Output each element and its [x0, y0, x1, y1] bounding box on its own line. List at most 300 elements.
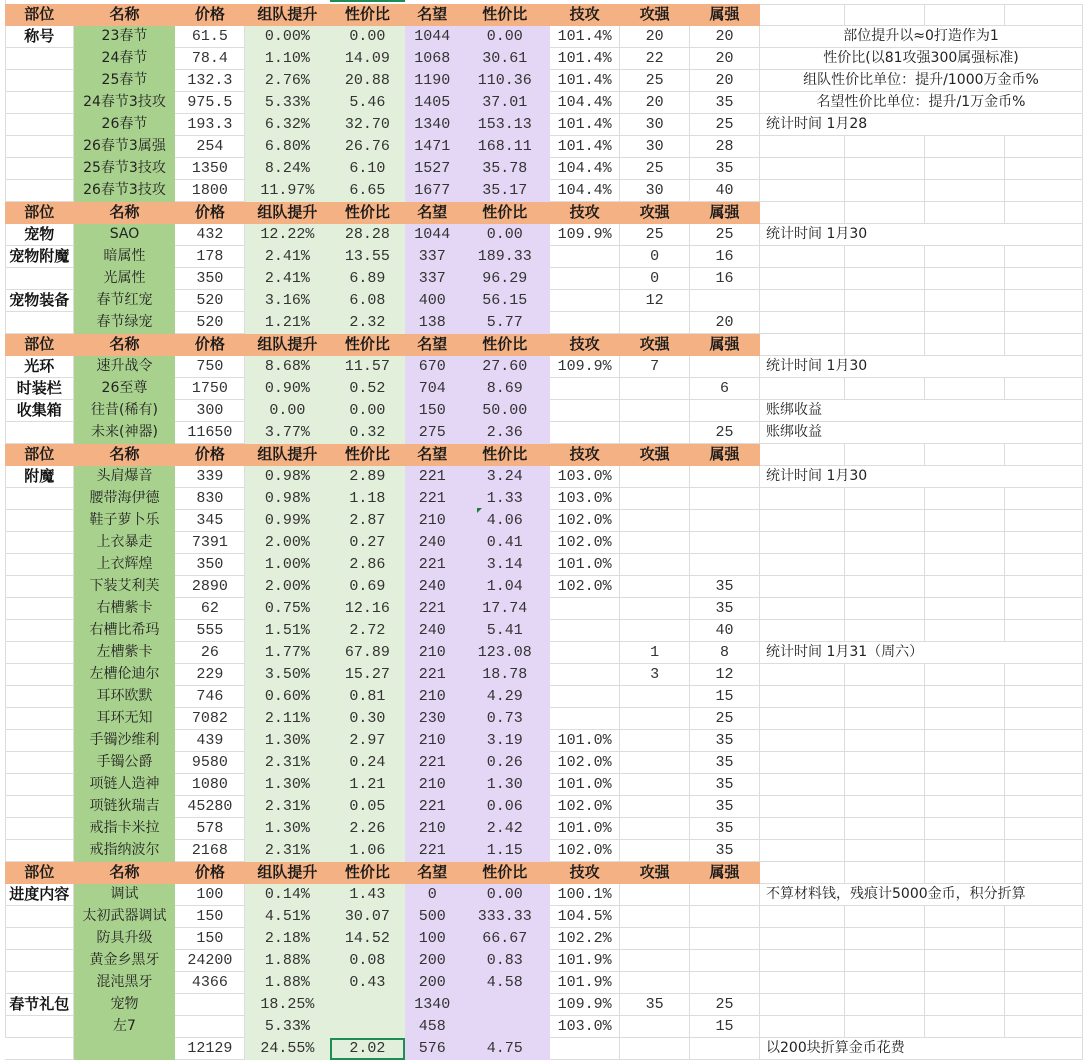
header-team-boost[interactable]: 组队提升 — [245, 862, 330, 884]
atk-str-cell[interactable]: 3 — [620, 664, 690, 686]
skill-atk-cell[interactable]: 102.2% — [550, 928, 620, 950]
price-cell[interactable]: 229 — [175, 664, 245, 686]
fame-cell[interactable]: 240 — [405, 620, 460, 642]
note-cell[interactable]: 统计时间 1月30 — [760, 466, 1083, 488]
skill-atk-cell[interactable]: 102.0% — [550, 510, 620, 532]
team-boost-cell[interactable]: 2.18% — [245, 928, 330, 950]
category-cell[interactable] — [5, 312, 74, 334]
team-boost-cell[interactable]: 5.33% — [245, 92, 330, 114]
skill-atk-cell[interactable] — [550, 400, 620, 422]
category-cell[interactable] — [5, 642, 74, 664]
note-cell[interactable]: 统计时间 1月30 — [760, 356, 1083, 378]
empty-cell[interactable] — [844, 4, 924, 26]
team-boost-cell[interactable]: 2.76% — [245, 70, 330, 92]
team-value-cell[interactable]: 0.05 — [330, 796, 405, 818]
empty-cell[interactable] — [760, 202, 845, 224]
atk-str-cell[interactable]: 0 — [620, 268, 690, 290]
empty-cell[interactable] — [760, 708, 845, 730]
header-part[interactable]: 部位 — [5, 334, 74, 356]
empty-cell[interactable] — [844, 510, 924, 532]
empty-cell[interactable] — [844, 1016, 924, 1038]
team-boost-cell[interactable]: 6.32% — [245, 114, 330, 136]
price-cell[interactable]: 350 — [175, 268, 245, 290]
price-cell[interactable]: 830 — [175, 488, 245, 510]
empty-cell[interactable] — [844, 576, 924, 598]
empty-cell[interactable] — [1004, 664, 1082, 686]
empty-cell[interactable] — [1004, 488, 1082, 510]
team-value-cell[interactable]: 15.27 — [330, 664, 405, 686]
elem-str-cell[interactable] — [690, 356, 760, 378]
team-boost-cell[interactable]: 0.99% — [245, 510, 330, 532]
empty-cell[interactable] — [924, 730, 1004, 752]
team-value-cell[interactable] — [330, 1016, 405, 1038]
fame-value-cell[interactable]: 4.06 — [460, 510, 550, 532]
empty-cell[interactable] — [760, 598, 845, 620]
team-value-cell[interactable]: 26.76 — [330, 136, 405, 158]
fame-value-cell[interactable]: 35.78 — [460, 158, 550, 180]
skill-atk-cell[interactable] — [550, 378, 620, 400]
category-cell[interactable] — [5, 664, 74, 686]
fame-cell[interactable]: 1405 — [405, 92, 460, 114]
price-cell[interactable]: 432 — [175, 224, 245, 246]
price-cell[interactable]: 24200 — [175, 950, 245, 972]
atk-str-cell[interactable] — [620, 884, 690, 906]
team-boost-cell[interactable]: 1.30% — [245, 818, 330, 840]
header-team-value[interactable]: 性价比 — [330, 862, 405, 884]
atk-str-cell[interactable]: 30 — [620, 136, 690, 158]
empty-cell[interactable] — [924, 818, 1004, 840]
category-cell[interactable]: 宠物附魔 — [5, 246, 74, 268]
category-cell[interactable] — [5, 906, 74, 928]
empty-cell[interactable] — [1004, 862, 1082, 884]
skill-atk-cell[interactable] — [550, 598, 620, 620]
team-value-cell[interactable]: 0.27 — [330, 532, 405, 554]
empty-cell[interactable] — [844, 158, 924, 180]
empty-cell[interactable] — [924, 950, 1004, 972]
team-boost-cell[interactable]: 2.00% — [245, 576, 330, 598]
skill-atk-cell[interactable]: 101.4% — [550, 114, 620, 136]
fame-value-cell[interactable] — [460, 994, 550, 1016]
header-part[interactable]: 部位 — [5, 444, 74, 466]
category-cell[interactable] — [5, 686, 74, 708]
price-cell[interactable]: 2168 — [175, 840, 245, 862]
skill-atk-cell[interactable] — [550, 686, 620, 708]
name-cell[interactable]: 25春节 — [74, 70, 175, 92]
elem-str-cell[interactable]: 28 — [690, 136, 760, 158]
elem-str-cell[interactable] — [690, 950, 760, 972]
category-cell[interactable]: 宠物 — [5, 224, 74, 246]
header-price[interactable]: 价格 — [175, 334, 245, 356]
empty-cell[interactable] — [924, 290, 1004, 312]
fame-value-cell[interactable]: 17.74 — [460, 598, 550, 620]
atk-str-cell[interactable]: 0 — [620, 246, 690, 268]
name-cell[interactable]: 上衣辉煌 — [74, 554, 175, 576]
team-boost-cell[interactable]: 0.98% — [245, 466, 330, 488]
empty-cell[interactable] — [760, 334, 845, 356]
header-fame[interactable]: 名望 — [405, 444, 460, 466]
team-value-cell[interactable]: 14.09 — [330, 48, 405, 70]
category-cell[interactable] — [5, 554, 74, 576]
name-cell[interactable]: 24春节3技攻 — [74, 92, 175, 114]
fame-cell[interactable]: 337 — [405, 246, 460, 268]
fame-value-cell[interactable]: 2.42 — [460, 818, 550, 840]
empty-cell[interactable] — [1004, 180, 1082, 202]
header-name[interactable]: 名称 — [74, 202, 175, 224]
name-cell[interactable]: 鞋子萝卜乐 — [74, 510, 175, 532]
header-team-boost[interactable]: 组队提升 — [245, 4, 330, 26]
header-atk-str[interactable]: 攻强 — [620, 4, 690, 26]
header-fame-value[interactable]: 性价比 — [460, 444, 550, 466]
fame-cell[interactable]: 200 — [405, 950, 460, 972]
elem-str-cell[interactable]: 35 — [690, 576, 760, 598]
header-name[interactable]: 名称 — [74, 862, 175, 884]
team-boost-cell[interactable]: 0.00% — [245, 26, 330, 48]
skill-atk-cell[interactable]: 101.4% — [550, 26, 620, 48]
fame-cell[interactable]: 221 — [405, 840, 460, 862]
header-name[interactable]: 名称 — [74, 4, 175, 26]
team-value-cell[interactable]: 67.89 — [330, 642, 405, 664]
fame-cell[interactable]: 337 — [405, 268, 460, 290]
empty-cell[interactable] — [1004, 444, 1082, 466]
elem-str-cell[interactable]: 25 — [690, 422, 760, 444]
category-cell[interactable]: 时装栏 — [5, 378, 74, 400]
header-fame[interactable]: 名望 — [405, 334, 460, 356]
team-boost-cell[interactable]: 1.10% — [245, 48, 330, 70]
fame-value-cell[interactable]: 1.04 — [460, 576, 550, 598]
fame-cell[interactable]: 0 — [405, 884, 460, 906]
fame-value-cell[interactable]: 189.33 — [460, 246, 550, 268]
empty-cell[interactable] — [924, 620, 1004, 642]
empty-cell[interactable] — [924, 268, 1004, 290]
fame-cell[interactable]: 275 — [405, 422, 460, 444]
name-cell[interactable]: 戒指纳波尔 — [74, 840, 175, 862]
elem-str-cell[interactable]: 35 — [690, 752, 760, 774]
fame-cell[interactable]: 240 — [405, 532, 460, 554]
empty-cell[interactable] — [844, 686, 924, 708]
fame-cell[interactable]: 1471 — [405, 136, 460, 158]
skill-atk-cell[interactable] — [550, 1038, 620, 1060]
empty-cell[interactable] — [844, 928, 924, 950]
empty-cell[interactable] — [1004, 510, 1082, 532]
team-boost-cell[interactable]: 0.00 — [245, 400, 330, 422]
team-boost-cell[interactable]: 0.60% — [245, 686, 330, 708]
fame-cell[interactable]: 221 — [405, 796, 460, 818]
team-value-cell[interactable]: 0.69 — [330, 576, 405, 598]
atk-str-cell[interactable] — [620, 466, 690, 488]
note-cell[interactable]: 统计时间 1月28 — [760, 114, 1083, 136]
price-cell[interactable]: 11650 — [175, 422, 245, 444]
name-cell[interactable]: 头肩爆音 — [74, 466, 175, 488]
atk-str-cell[interactable] — [620, 928, 690, 950]
team-value-cell[interactable]: 2.97 — [330, 730, 405, 752]
name-cell[interactable]: 光属性 — [74, 268, 175, 290]
name-cell[interactable]: 左7 — [74, 1016, 175, 1038]
price-cell[interactable]: 1080 — [175, 774, 245, 796]
team-value-cell[interactable]: 2.89 — [330, 466, 405, 488]
price-cell[interactable]: 61.5 — [175, 26, 245, 48]
price-cell[interactable]: 746 — [175, 686, 245, 708]
elem-str-cell[interactable]: 40 — [690, 620, 760, 642]
empty-cell[interactable] — [1004, 246, 1082, 268]
empty-cell[interactable] — [924, 158, 1004, 180]
fame-cell[interactable]: 1340 — [405, 114, 460, 136]
fame-cell[interactable]: 210 — [405, 642, 460, 664]
header-fame[interactable]: 名望 — [405, 4, 460, 26]
skill-atk-cell[interactable]: 102.0% — [550, 532, 620, 554]
skill-atk-cell[interactable]: 102.0% — [550, 752, 620, 774]
fame-cell[interactable]: 240 — [405, 576, 460, 598]
fame-cell[interactable]: 210 — [405, 510, 460, 532]
team-value-cell[interactable]: 2.72 — [330, 620, 405, 642]
name-cell[interactable]: 宠物 — [74, 994, 175, 1016]
fame-cell[interactable]: 1677 — [405, 180, 460, 202]
empty-cell[interactable] — [760, 268, 845, 290]
category-cell[interactable] — [5, 136, 74, 158]
name-cell[interactable]: 手镯沙维利 — [74, 730, 175, 752]
team-boost-cell[interactable]: 0.75% — [245, 598, 330, 620]
price-cell[interactable]: 132.3 — [175, 70, 245, 92]
team-boost-cell[interactable]: 18.25% — [245, 994, 330, 1016]
team-value-cell[interactable]: 2.32 — [330, 312, 405, 334]
header-name[interactable]: 名称 — [74, 444, 175, 466]
note-cell[interactable]: 名望性价比单位：提升/1万金币% — [760, 92, 1083, 114]
fame-value-cell[interactable]: 4.75 — [460, 1038, 550, 1060]
fame-cell[interactable]: 138 — [405, 312, 460, 334]
name-cell[interactable]: 混沌黑牙 — [74, 972, 175, 994]
empty-cell[interactable] — [1004, 290, 1082, 312]
category-cell[interactable] — [5, 1038, 74, 1060]
fame-cell[interactable]: 230 — [405, 708, 460, 730]
elem-str-cell[interactable]: 6 — [690, 378, 760, 400]
empty-cell[interactable] — [1004, 334, 1082, 356]
skill-atk-cell[interactable]: 101.0% — [550, 818, 620, 840]
skill-atk-cell[interactable] — [550, 268, 620, 290]
empty-cell[interactable] — [1004, 686, 1082, 708]
price-cell[interactable]: 62 — [175, 598, 245, 620]
team-value-cell[interactable]: 20.88 — [330, 70, 405, 92]
empty-cell[interactable] — [760, 818, 845, 840]
empty-cell[interactable] — [924, 994, 1004, 1016]
empty-cell[interactable] — [844, 752, 924, 774]
team-value-cell[interactable]: 13.55 — [330, 246, 405, 268]
team-boost-cell[interactable]: 8.68% — [245, 356, 330, 378]
elem-str-cell[interactable]: 25 — [690, 708, 760, 730]
elem-str-cell[interactable]: 35 — [690, 840, 760, 862]
team-value-cell[interactable]: 30.07 — [330, 906, 405, 928]
empty-cell[interactable] — [760, 730, 845, 752]
header-team-value[interactable]: 性价比 — [330, 334, 405, 356]
elem-str-cell[interactable]: 35 — [690, 92, 760, 114]
fame-cell[interactable]: 500 — [405, 906, 460, 928]
elem-str-cell[interactable]: 25 — [690, 224, 760, 246]
empty-cell[interactable] — [1004, 620, 1082, 642]
team-boost-cell[interactable]: 1.30% — [245, 730, 330, 752]
elem-str-cell[interactable]: 35 — [690, 158, 760, 180]
elem-str-cell[interactable] — [690, 290, 760, 312]
category-cell[interactable] — [5, 840, 74, 862]
empty-cell[interactable] — [1004, 554, 1082, 576]
team-value-cell[interactable]: 0.24 — [330, 752, 405, 774]
header-atk-str[interactable]: 攻强 — [620, 334, 690, 356]
header-part[interactable]: 部位 — [5, 4, 74, 26]
empty-cell[interactable] — [760, 796, 845, 818]
empty-cell[interactable] — [924, 862, 1004, 884]
fame-value-cell[interactable]: 27.60 — [460, 356, 550, 378]
empty-cell[interactable] — [924, 378, 1004, 400]
empty-cell[interactable] — [844, 268, 924, 290]
fame-cell[interactable]: 210 — [405, 730, 460, 752]
atk-str-cell[interactable] — [620, 1016, 690, 1038]
empty-cell[interactable] — [760, 136, 845, 158]
fame-cell[interactable]: 210 — [405, 686, 460, 708]
skill-atk-cell[interactable]: 101.4% — [550, 136, 620, 158]
name-cell[interactable]: 25春节3技攻 — [74, 158, 175, 180]
price-cell[interactable]: 439 — [175, 730, 245, 752]
team-value-cell[interactable]: 6.65 — [330, 180, 405, 202]
fame-cell[interactable]: 150 — [405, 400, 460, 422]
atk-str-cell[interactable] — [620, 840, 690, 862]
team-boost-cell[interactable]: 8.24% — [245, 158, 330, 180]
name-cell[interactable]: 防具升级 — [74, 928, 175, 950]
header-name[interactable]: 名称 — [74, 334, 175, 356]
empty-cell[interactable] — [760, 378, 845, 400]
team-boost-cell[interactable]: 3.77% — [245, 422, 330, 444]
category-cell[interactable] — [5, 70, 74, 92]
empty-cell[interactable] — [924, 136, 1004, 158]
name-cell[interactable]: 暗属性 — [74, 246, 175, 268]
elem-str-cell[interactable]: 35 — [690, 598, 760, 620]
team-boost-cell[interactable]: 2.00% — [245, 532, 330, 554]
fame-cell[interactable]: 221 — [405, 488, 460, 510]
skill-atk-cell[interactable] — [550, 246, 620, 268]
empty-cell[interactable] — [924, 532, 1004, 554]
team-boost-cell[interactable]: 1.51% — [245, 620, 330, 642]
empty-cell[interactable] — [760, 312, 845, 334]
skill-atk-cell[interactable]: 103.0% — [550, 466, 620, 488]
empty-cell[interactable] — [760, 576, 845, 598]
fame-cell[interactable]: 200 — [405, 972, 460, 994]
category-cell[interactable] — [5, 180, 74, 202]
fame-value-cell[interactable]: 3.14 — [460, 554, 550, 576]
price-cell[interactable]: 520 — [175, 290, 245, 312]
empty-cell[interactable] — [1004, 598, 1082, 620]
skill-atk-cell[interactable]: 101.0% — [550, 774, 620, 796]
elem-str-cell[interactable] — [690, 884, 760, 906]
fame-cell[interactable]: 1068 — [405, 48, 460, 70]
price-cell[interactable]: 100 — [175, 884, 245, 906]
team-boost-cell[interactable]: 2.31% — [245, 752, 330, 774]
atk-str-cell[interactable] — [620, 510, 690, 532]
empty-cell[interactable] — [760, 752, 845, 774]
empty-cell[interactable] — [760, 840, 845, 862]
category-cell[interactable] — [5, 576, 74, 598]
name-cell[interactable]: 调试 — [74, 884, 175, 906]
category-cell[interactable]: 收集箱 — [5, 400, 74, 422]
empty-cell[interactable] — [1004, 158, 1082, 180]
name-cell[interactable]: 右槽紫卡 — [74, 598, 175, 620]
category-cell[interactable] — [5, 774, 74, 796]
team-boost-cell[interactable]: 0.14% — [245, 884, 330, 906]
elem-str-cell[interactable]: 35 — [690, 796, 760, 818]
empty-cell[interactable] — [844, 950, 924, 972]
skill-atk-cell[interactable] — [550, 620, 620, 642]
elem-str-cell[interactable]: 25 — [690, 114, 760, 136]
empty-cell[interactable] — [844, 202, 924, 224]
atk-str-cell[interactable]: 25 — [620, 224, 690, 246]
name-cell[interactable]: 春节红宠 — [74, 290, 175, 312]
empty-cell[interactable] — [1004, 818, 1082, 840]
team-value-cell[interactable]: 5.46 — [330, 92, 405, 114]
empty-cell[interactable] — [1004, 4, 1082, 26]
header-skill-atk[interactable]: 技攻 — [550, 4, 620, 26]
header-fame[interactable]: 名望 — [405, 862, 460, 884]
header-fame-value[interactable]: 性价比 — [460, 202, 550, 224]
name-cell[interactable]: 腰带海伊德 — [74, 488, 175, 510]
header-price[interactable]: 价格 — [175, 202, 245, 224]
category-cell[interactable] — [5, 950, 74, 972]
name-cell[interactable]: 24春节 — [74, 48, 175, 70]
name-cell[interactable]: 戒指卡米拉 — [74, 818, 175, 840]
elem-str-cell[interactable] — [690, 400, 760, 422]
team-value-cell[interactable]: 0.32 — [330, 422, 405, 444]
team-value-cell[interactable]: 2.26 — [330, 818, 405, 840]
empty-cell[interactable] — [760, 510, 845, 532]
elem-str-cell[interactable] — [690, 1038, 760, 1060]
price-cell[interactable]: 178 — [175, 246, 245, 268]
atk-str-cell[interactable] — [620, 730, 690, 752]
name-cell[interactable]: 春节绿宠 — [74, 312, 175, 334]
team-boost-cell[interactable]: 2.31% — [245, 840, 330, 862]
price-cell[interactable] — [175, 994, 245, 1016]
header-elem-str[interactable]: 属强 — [690, 444, 760, 466]
team-value-cell[interactable]: 6.10 — [330, 158, 405, 180]
price-cell[interactable]: 345 — [175, 510, 245, 532]
empty-cell[interactable] — [844, 554, 924, 576]
empty-cell[interactable] — [844, 664, 924, 686]
skill-atk-cell[interactable]: 104.4% — [550, 92, 620, 114]
category-cell[interactable] — [5, 620, 74, 642]
empty-cell[interactable] — [844, 774, 924, 796]
empty-cell[interactable] — [844, 818, 924, 840]
team-boost-cell[interactable]: 11.97% — [245, 180, 330, 202]
atk-str-cell[interactable] — [620, 312, 690, 334]
skill-atk-cell[interactable]: 101.4% — [550, 48, 620, 70]
header-fame-value[interactable]: 性价比 — [460, 862, 550, 884]
atk-str-cell[interactable] — [620, 708, 690, 730]
price-cell[interactable]: 520 — [175, 312, 245, 334]
team-value-cell[interactable]: 6.89 — [330, 268, 405, 290]
price-cell[interactable]: 2890 — [175, 576, 245, 598]
team-boost-cell[interactable]: 1.88% — [245, 972, 330, 994]
price-cell[interactable]: 7391 — [175, 532, 245, 554]
price-cell[interactable]: 45280 — [175, 796, 245, 818]
note-cell[interactable]: 统计时间 1月30 — [760, 224, 1083, 246]
selected-cell[interactable]: 2.02 — [330, 1038, 405, 1060]
note-cell[interactable]: 账绑收益 — [760, 422, 1083, 444]
elem-str-cell[interactable] — [690, 928, 760, 950]
team-boost-cell[interactable]: 3.16% — [245, 290, 330, 312]
empty-cell[interactable] — [924, 708, 1004, 730]
header-team-boost[interactable]: 组队提升 — [245, 444, 330, 466]
fame-value-cell[interactable]: 30.61 — [460, 48, 550, 70]
price-cell[interactable]: 555 — [175, 620, 245, 642]
fame-cell[interactable]: 704 — [405, 378, 460, 400]
empty-cell[interactable] — [924, 686, 1004, 708]
skill-atk-cell[interactable] — [550, 664, 620, 686]
empty-cell[interactable] — [844, 620, 924, 642]
category-cell[interactable] — [5, 92, 74, 114]
empty-cell[interactable] — [844, 334, 924, 356]
